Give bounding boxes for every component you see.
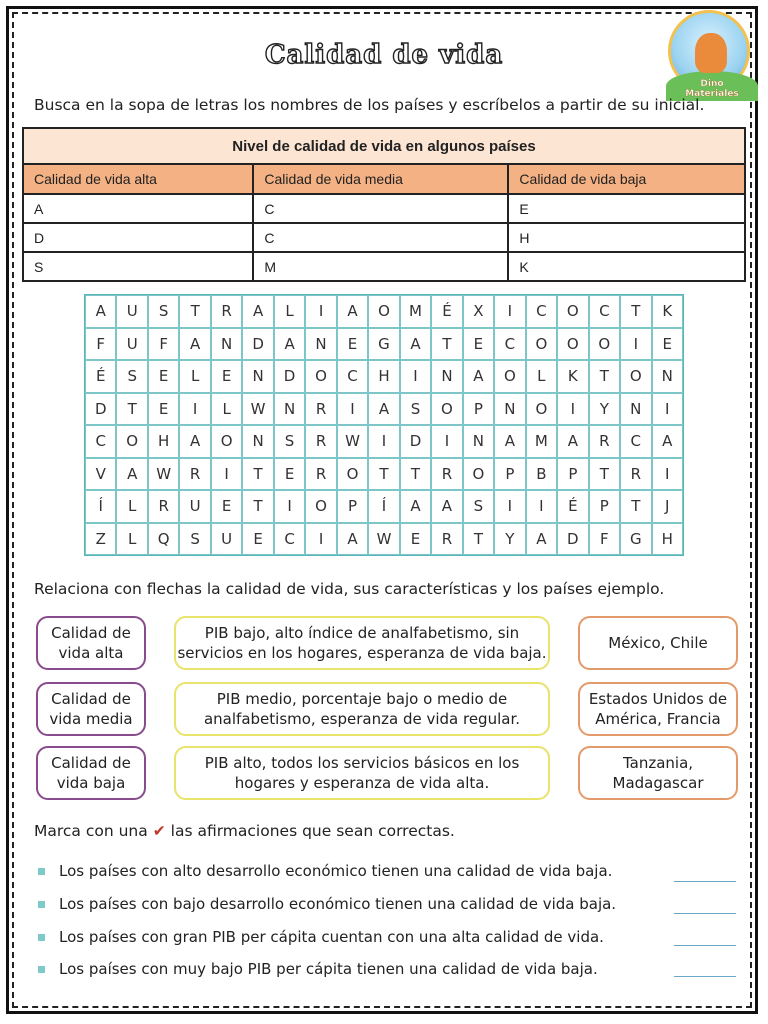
instruction-check-pre: Marca con una <box>34 822 148 840</box>
grid-letter[interactable]: E <box>211 490 242 523</box>
bullet-icon <box>38 934 45 941</box>
grid-letter[interactable]: X <box>463 295 494 328</box>
grid-letter[interactable]: S <box>274 425 305 458</box>
grid-letter[interactable]: D <box>557 523 588 556</box>
grid-letter[interactable]: C <box>620 425 651 458</box>
grid-letter[interactable]: C <box>526 295 557 328</box>
grid-letter[interactable]: O <box>368 295 399 328</box>
grid-letter[interactable]: N <box>652 360 683 393</box>
grid-letter[interactable]: C <box>337 360 368 393</box>
grid-letter[interactable]: N <box>211 328 242 361</box>
word-search-grid[interactable] <box>84 294 684 556</box>
grid-letter[interactable]: N <box>242 360 273 393</box>
grid-letter[interactable]: S <box>179 523 210 556</box>
grid-letter[interactable]: O <box>526 393 557 426</box>
grid-letter[interactable]: N <box>274 393 305 426</box>
answer-cell[interactable]: E <box>508 194 745 223</box>
grid-letter[interactable]: C <box>589 295 620 328</box>
grid-letter[interactable]: T <box>400 458 431 491</box>
grid-letter[interactable]: D <box>400 425 431 458</box>
grid-letter[interactable]: I <box>368 425 399 458</box>
grid-letter[interactable]: T <box>242 490 273 523</box>
grid-letter[interactable]: O <box>463 458 494 491</box>
grid-letter[interactable]: E <box>400 523 431 556</box>
grid-letter[interactable]: H <box>652 523 683 556</box>
grid-letter[interactable]: W <box>148 458 179 491</box>
grid-letter[interactable]: I <box>494 490 525 523</box>
grid-letter[interactable]: N <box>242 425 273 458</box>
grid-letter[interactable]: F <box>589 523 620 556</box>
instruction-matching: Relaciona con flechas la calidad de vida, sus características y los países ejemplo. <box>34 580 665 598</box>
statement-text: Los países con bajo desarrollo económico tienen una calidad de vida baja. <box>59 895 617 913</box>
grid-letter[interactable]: G <box>620 523 651 556</box>
grid-letter[interactable]: I <box>431 425 462 458</box>
quality-levels-table <box>22 127 746 282</box>
grid-letter[interactable]: M <box>400 295 431 328</box>
column-header-baja: Calidad de vida baja <box>508 164 745 194</box>
grid-letter[interactable]: F <box>148 328 179 361</box>
grid-letter[interactable]: B <box>526 458 557 491</box>
statement-1 <box>38 862 612 880</box>
grid-letter[interactable]: R <box>589 425 620 458</box>
grid-letter[interactable]: I <box>211 458 242 491</box>
answer-cell[interactable]: A <box>23 194 253 223</box>
checkmark-icon: ✔ <box>152 822 166 840</box>
instruction-check <box>34 822 455 840</box>
grid-letter[interactable]: A <box>116 458 147 491</box>
grid-letter[interactable]: A <box>337 523 368 556</box>
bullet-icon <box>38 966 45 973</box>
grid-letter[interactable]: C <box>494 328 525 361</box>
grid-letter[interactable]: O <box>494 360 525 393</box>
grid-letter[interactable]: O <box>620 360 651 393</box>
grid-letter[interactable]: É <box>85 360 116 393</box>
grid-letter[interactable]: U <box>211 523 242 556</box>
grid-letter[interactable]: T <box>242 458 273 491</box>
bullet-icon <box>38 901 45 908</box>
answer-line-4[interactable] <box>674 976 736 977</box>
grid-letter[interactable]: A <box>179 328 210 361</box>
grid-letter[interactable]: A <box>400 328 431 361</box>
grid-letter[interactable]: I <box>400 360 431 393</box>
grid-letter[interactable]: L <box>211 393 242 426</box>
grid-letter[interactable]: O <box>557 295 588 328</box>
grid-letter[interactable]: A <box>652 425 683 458</box>
grid-letter[interactable]: T <box>463 523 494 556</box>
grid-letter[interactable]: A <box>337 295 368 328</box>
grid-letter[interactable]: T <box>589 360 620 393</box>
grid-letter[interactable]: C <box>85 425 116 458</box>
grid-letter[interactable]: I <box>494 295 525 328</box>
grid-letter[interactable]: V <box>85 458 116 491</box>
statement-text: Los países con alto desarrollo económico tienen una calidad de vida baja. <box>59 862 613 880</box>
level-box-media[interactable]: Calidad de vida media <box>36 682 146 736</box>
grid-letter[interactable]: H <box>368 360 399 393</box>
grid-letter[interactable]: I <box>179 393 210 426</box>
grid-letter[interactable]: P <box>557 458 588 491</box>
page-title: Calidad de vida <box>264 40 504 70</box>
table-row <box>23 252 745 281</box>
grid-letter[interactable]: R <box>305 393 336 426</box>
grid-letter[interactable]: R <box>179 458 210 491</box>
grid-letter[interactable]: Í <box>85 490 116 523</box>
statement-text: Los países con muy bajo PIB per cápita tienen una calidad de vida baja. <box>59 960 598 978</box>
grid-letter[interactable]: E <box>148 393 179 426</box>
grid-letter[interactable]: É <box>557 490 588 523</box>
grid-letter[interactable]: N <box>494 393 525 426</box>
grid-letter[interactable]: D <box>85 393 116 426</box>
grid-letter[interactable]: R <box>431 458 462 491</box>
instruction-word-search: Busca en la sopa de letras los nombres de los países y escríbelos a partir de su inicial. <box>34 96 705 114</box>
country-box-3[interactable]: Tanzania, Madagascar <box>578 746 738 800</box>
answer-line-3[interactable] <box>674 945 736 946</box>
grid-letter[interactable]: O <box>305 490 336 523</box>
grid-letter[interactable]: A <box>242 295 273 328</box>
grid-letter[interactable]: U <box>116 328 147 361</box>
grid-letter[interactable]: E <box>337 328 368 361</box>
column-header-media: Calidad de vida media <box>253 164 508 194</box>
grid-letter[interactable]: I <box>274 490 305 523</box>
grid-letter[interactable]: N <box>463 425 494 458</box>
grid-letter[interactable]: E <box>463 328 494 361</box>
answer-cell[interactable]: K <box>508 252 745 281</box>
statement-text: Los países con gran PIB per cápita cuentan con una alta calidad de vida. <box>59 928 604 946</box>
grid-letter[interactable]: P <box>589 490 620 523</box>
grid-letter[interactable]: O <box>337 458 368 491</box>
grid-letter[interactable]: N <box>620 393 651 426</box>
grid-letter[interactable]: S <box>148 295 179 328</box>
grid-letter[interactable]: T <box>431 328 462 361</box>
grid-letter[interactable]: A <box>557 425 588 458</box>
instruction-check-post: las afirmaciones que sean correctas. <box>170 822 455 840</box>
grid-letter[interactable]: N <box>305 328 336 361</box>
statement-3 <box>38 928 604 946</box>
country-box-2[interactable]: Estados Unidos de América, Francia <box>578 682 738 736</box>
grid-letter[interactable]: R <box>305 425 336 458</box>
grid-letter[interactable]: E <box>211 360 242 393</box>
grid-letter[interactable]: L <box>116 490 147 523</box>
table-row <box>23 223 745 252</box>
column-header-alta: Calidad de vida alta <box>23 164 253 194</box>
statement-2 <box>38 895 616 913</box>
grid-letter[interactable]: I <box>305 523 336 556</box>
bullet-icon <box>38 868 45 875</box>
grid-letter[interactable]: A <box>526 523 557 556</box>
grid-letter[interactable]: O <box>116 425 147 458</box>
dinosaur-icon <box>695 33 727 73</box>
grid-letter[interactable]: U <box>116 295 147 328</box>
grid-letter[interactable]: E <box>242 523 273 556</box>
grid-letter[interactable]: O <box>431 393 462 426</box>
grid-letter[interactable]: A <box>368 393 399 426</box>
grid-letter[interactable]: S <box>116 360 147 393</box>
grid-letter[interactable]: N <box>431 360 462 393</box>
grid-letter[interactable]: R <box>431 523 462 556</box>
grid-letter[interactable]: Y <box>494 523 525 556</box>
grid-letter[interactable]: W <box>337 425 368 458</box>
grid-letter[interactable]: S <box>400 393 431 426</box>
table-row <box>23 194 745 223</box>
grid-letter[interactable]: E <box>148 360 179 393</box>
grid-letter[interactable]: P <box>494 458 525 491</box>
grid-letter[interactable]: I <box>526 490 557 523</box>
answer-cell[interactable]: S <box>23 252 253 281</box>
grid-letter[interactable]: Y <box>589 393 620 426</box>
grid-letter[interactable]: O <box>305 360 336 393</box>
grid-letter[interactable]: R <box>211 295 242 328</box>
grid-letter[interactable]: T <box>116 393 147 426</box>
grid-letter[interactable]: R <box>148 490 179 523</box>
grid-letter[interactable]: M <box>526 425 557 458</box>
grid-letter[interactable]: I <box>305 295 336 328</box>
grid-letter[interactable]: A <box>494 425 525 458</box>
grid-letter[interactable]: L <box>179 360 210 393</box>
grid-letter[interactable]: W <box>368 523 399 556</box>
grid-letter[interactable]: T <box>620 490 651 523</box>
grid-letter[interactable]: U <box>179 490 210 523</box>
country-box-1[interactable]: México, Chile <box>578 616 738 670</box>
logo-text: Dino Materiales <box>685 79 739 99</box>
answer-cell[interactable]: M <box>253 252 508 281</box>
characteristic-box-2[interactable]: PIB medio, porcentaje bajo o medio de analfabetismo, esperanza de vida regular. <box>174 682 550 736</box>
grid-letter[interactable]: O <box>211 425 242 458</box>
grid-letter[interactable]: G <box>368 328 399 361</box>
answer-line-1[interactable] <box>674 881 736 882</box>
grid-letter[interactable]: O <box>526 328 557 361</box>
grid-letter[interactable]: A <box>274 328 305 361</box>
grid-letter[interactable]: T <box>589 458 620 491</box>
grid-letter[interactable]: A <box>400 490 431 523</box>
grid-letter[interactable]: A <box>431 490 462 523</box>
grid-letter[interactable]: A <box>463 360 494 393</box>
grid-letter[interactable]: T <box>179 295 210 328</box>
grid-letter[interactable]: I <box>557 393 588 426</box>
grid-letter[interactable]: L <box>116 523 147 556</box>
characteristic-box-3[interactable]: PIB alto, todos los servicios básicos en los hogares y esperanza de vida alta. <box>174 746 550 800</box>
grid-letter[interactable]: O <box>589 328 620 361</box>
grid-letter[interactable]: L <box>274 295 305 328</box>
grid-letter[interactable]: R <box>305 458 336 491</box>
grid-letter[interactable]: I <box>652 393 683 426</box>
grid-letter[interactable]: É <box>431 295 462 328</box>
grid-letter[interactable]: T <box>368 458 399 491</box>
grid-letter[interactable]: P <box>337 490 368 523</box>
characteristic-box-1[interactable]: PIB bajo, alto índice de analfabetismo, sin servicios en los hogares, esperanza de vida baja. <box>174 616 550 670</box>
grid-letter[interactable]: Z <box>85 523 116 556</box>
grid-letter[interactable]: P <box>463 393 494 426</box>
grid-letter[interactable]: Q <box>148 523 179 556</box>
grid-letter[interactable]: C <box>274 523 305 556</box>
level-box-baja[interactable]: Calidad de vida baja <box>36 746 146 800</box>
answer-cell[interactable]: H <box>508 223 745 252</box>
grid-letter[interactable]: I <box>652 458 683 491</box>
grid-letter[interactable]: F <box>85 328 116 361</box>
grid-letter[interactable]: S <box>463 490 494 523</box>
grid-letter[interactable]: J <box>652 490 683 523</box>
grid-letter[interactable]: A <box>179 425 210 458</box>
level-box-alta[interactable]: Calidad de vida alta <box>36 616 146 670</box>
grid-letter[interactable]: O <box>557 328 588 361</box>
grid-letter[interactable]: T <box>620 295 651 328</box>
grid-letter[interactable]: I <box>337 393 368 426</box>
grid-letter[interactable]: Í <box>368 490 399 523</box>
grid-letter[interactable]: E <box>652 328 683 361</box>
logo <box>668 10 750 99</box>
grid-letter[interactable]: I <box>620 328 651 361</box>
answer-cell[interactable]: C <box>253 223 508 252</box>
grid-letter[interactable]: E <box>274 458 305 491</box>
grid-letter[interactable]: H <box>148 425 179 458</box>
grid-letter[interactable]: A <box>85 295 116 328</box>
grid-letter[interactable]: K <box>557 360 588 393</box>
statement-4 <box>38 960 598 978</box>
answer-line-2[interactable] <box>674 913 736 914</box>
answer-cell[interactable]: C <box>253 194 508 223</box>
grid-letter[interactable]: W <box>242 393 273 426</box>
grid-letter[interactable]: D <box>242 328 273 361</box>
grid-letter[interactable]: D <box>274 360 305 393</box>
answer-cell[interactable]: D <box>23 223 253 252</box>
table-title: Nivel de calidad de vida en algunos países <box>23 128 745 164</box>
grid-letter[interactable]: R <box>620 458 651 491</box>
grid-letter[interactable]: K <box>652 295 683 328</box>
grid-letter[interactable]: L <box>526 360 557 393</box>
